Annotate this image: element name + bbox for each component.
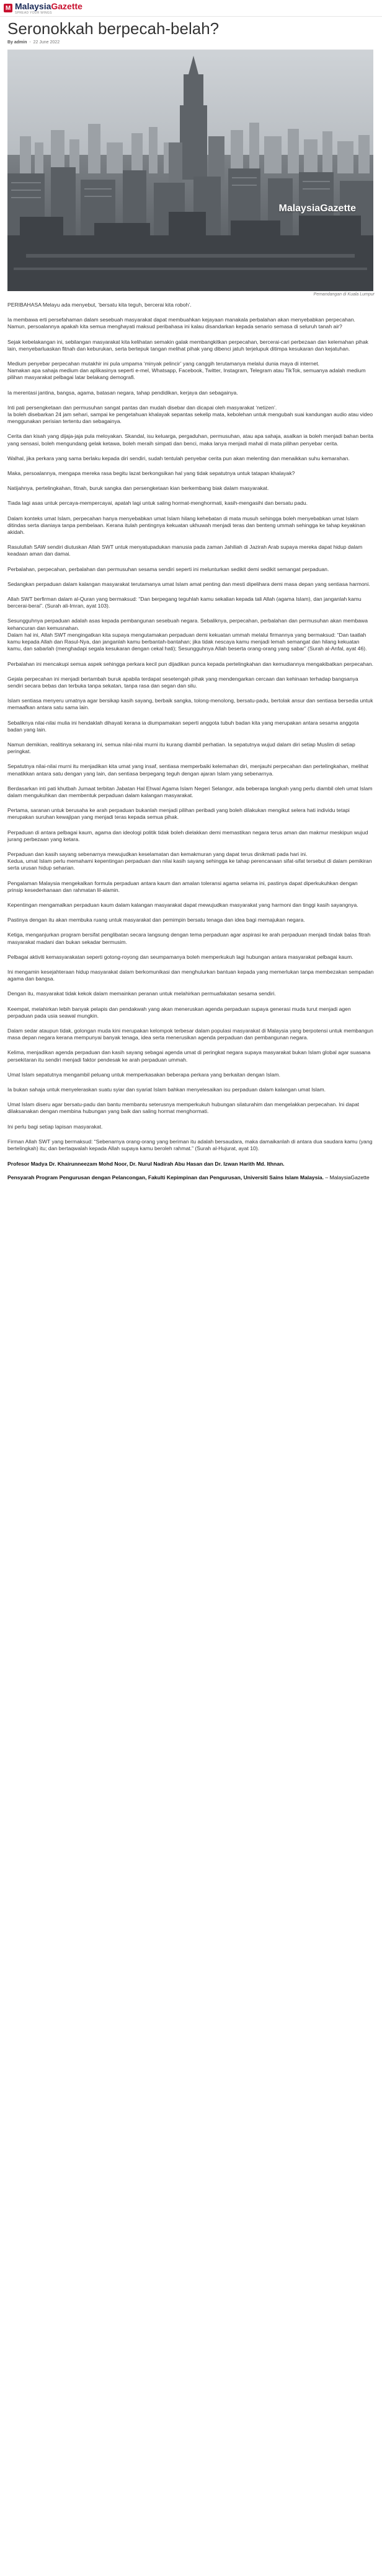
article-paragraph: Firman Allah SWT yang bermaksud: “Sebenarnya orang-orang yang beriman itu adalah bersaudara, maka damaikanlah di antara dua saudara kamu (yang bertelingkah) itu; dan bertaqwalah kepada Allah supaya kamu beroleh rahmat.” (Surah al-Hujurat, ayat 10).	[7, 1138, 373, 1152]
article-paragraph: Ini mengamin kesejahteraan hidup masyarakat dalam berkomunikasi dan menghulurkan bantuan kepada yang memerlukan tanpa membezakan sempadan agama dan bangsa.	[7, 968, 374, 982]
article-title: Seronokkah berpecah-belah?	[7, 19, 220, 38]
image-caption: Pemandangan di Kuala Lumpur	[313, 292, 375, 297]
article-paragraph: Perpaduan dan kasih sayang sebenarnya mewujudkan keselamatan dan kemakmuran yang dapat terus dinikmati pada hari ini. Kedua, umat Islam perlu memahami kepentingan perpaduan dan nilai kasih sayang sehingga ke tahap perencanaan sifat-sifat tersebut di dalam pemikiran serta urusan hidup seharian.	[7, 850, 372, 871]
article-paragraph: Ketiga, menganjurkan program bersifat penglibatan secara langsung dengan tema perpaduan agar aspirasi ke arah perpaduan menjadi tindak balas fitrah masyarakat madani dan bukan sekadar bermusim.	[7, 932, 371, 945]
article-paragraph: Sejak kebelakangan ini, sebilangan masyarakat kita kelihatan semakin galak membangkitkan perpecahan, bercerai-cari perbezaan dan kelemahan pihak lain, menyebarluaskan fitnah dan keburukan, serta bertepuk tangan melihat pihak yang dibenci jatuh terjelupuk ditimpa kesukaran dan kejatuhan.	[7, 338, 368, 352]
article-paragraph: Dengan itu, masyarakat tidak kekok dalam memainkan peranan untuk melahirkan permuafakatan sesama sendiri.	[7, 990, 276, 997]
article-paragraph: PERIBAHASA Melayu ada menyebut, ‘bersatu kita teguh, bercerai kita roboh’.	[7, 302, 192, 308]
article-paragraph: Pertama, saranan untuk berusaha ke arah perpaduan bukanlah menjadi pilihan peribadi yang boleh dilakukan mengikut selera hati individu tetapi merupakan suruhan kewajipan yang menjadi teras kepada semua pihak.	[7, 807, 350, 821]
article-paragraph: Tiada lagi asas untuk percaya-mempercayai, apatah lagi untuk saling hormat-menghormati, kasih-mengasihi dan bersatu padu.	[7, 500, 308, 507]
city-skyline-image	[7, 50, 373, 291]
article-paragraph: Kepentingan mengamalkan perpaduan kaum dalam kalangan masyarakat dapat mewujudkan masyarakat yang harmoni dan tinggi kasih sayangnya.	[7, 901, 358, 908]
article-paragraph: Perbalahan, perpecahan, perbalahan dan permusuhan sesama sendiri seperti ini melunturkan sedikit demi sedikit semangat perpaduan.	[7, 565, 329, 572]
article-paragraph: Perpaduan di antara pelbagai kaum, agama dan ideologi politik tidak boleh dielakkan demi memastikan negara terus aman dan makmur meskipun wujud jurang perbezaan yang ketara.	[7, 829, 368, 842]
hero-watermark: MalaysiaGazette	[278, 203, 356, 214]
article-paragraph: Kelima, menjadikan agenda perpaduan dan kasih sayang sebagai agenda umat di peringkat negara supaya masyarakat bukan Islam global agar suasana persekitaran itu sendiri menjadi faktor pendesak ke arah perpaduan ummah.	[7, 1049, 371, 1063]
article-body	[7, 302, 375, 1152]
article-authors	[7, 1160, 375, 1181]
article-paragraph: Pengalaman Malaysia mengekalkan formula perpaduan antara kaum dan amalan toleransi agama selama ini, pastinya dapat diperkukuhkan dengan prinsip kesederhanaan dan rahmatan lil-alamin.	[7, 880, 358, 893]
article-paragraph: Pastinya dengan itu akan membuka ruang untuk masyarakat dan pemimpin bersatu tenaga dan idea bagi memajukan negara.	[7, 917, 305, 923]
article-paragraph: Dalam konteks umat Islam, perpecahan hanya menyebabkan umat Islam hilang kehebatan di mata musuh sehingga boleh menyebabkan umat Islam ditindas serta dianiaya tanpa pembelaan. Kerana itulah pentingnya kekuatan ukhuwah menjadi teras dan benteng ummah sehingga ke tahap keyakinan akidah.	[7, 515, 366, 536]
article-paragraph: Rasulullah SAW sendiri diutuskan Allah SWT untuk menyatupadukan manusia pada zaman Jahiliah di Jazirah Arab supaya mereka dapat hidup dalam keadaan aman dan damai.	[7, 544, 363, 557]
hero-image	[7, 50, 373, 291]
article-paragraph: Dalam sedar ataupun tidak, golongan muda kini merupakan kelompok terbesar dalam populasi masyarakat di Malaysia yang berpotensi untuk membangun masa depan negara kerana mempunyai banyak tenaga, idea serta menerusikan agenda perpaduan dan pembangunan negara.	[7, 1028, 373, 1041]
article-paragraph: Ia bukan sahaja untuk menyeleraskan suatu syiar dan syariat Islam bahkan menyelesaikan isu perpaduan dalam kalangan umat Islam.	[7, 1086, 326, 1093]
article-paragraph: Maka, persoalannya, mengapa mereka rasa begitu lazat berkongsikan hal yang tidak sepatutnya untuk tatapan khalayak?	[7, 470, 295, 477]
site-logo[interactable]	[4, 2, 82, 15]
meta-separator: -	[28, 40, 32, 45]
article-paragraph: Walhal, jika perkara yang sama berlaku kepada diri sendiri, sudah tentulah penyebar cerita pun akan melenting dan menaikkan suhu kemarahan.	[7, 455, 350, 461]
authors-affiliation: Pensyarah Program Pengurusan dengan Pelancongan, Fakulti Kepimpinan dan Pengurusan, Universiti Sains Islam Malaysia. – MalaysiaGazette	[7, 1174, 370, 1181]
logo-tagline: SPREAD YOUR WINGS	[15, 11, 52, 15]
logo-wordmark: MalaysiaGazette	[15, 1, 82, 11]
article-meta	[7, 40, 375, 45]
article-paragraph: Gejala perpecahan ini menjadi bertambah buruk apabila terdapat sesetengah pihak yang mendengarkan cercaan dan kehinaan terhadap bangsanya sendiri secara bebas dan terbuka tanpa sekatan, tanpa rasa dan segan dan silu.	[7, 675, 358, 689]
article-paragraph: Namun demikian, realitinya sekarang ini, semua nilai-nilai murni itu kurang diambil perhatian. Ia sepatutnya wujud dalam diri setiap Muslim di setiap peringkat.	[7, 741, 355, 755]
article-paragraph: Islam sentiasa menyeru umatnya agar bersikap kasih sayang, berbaik sangka, tolong-menolong, bersatu-padu, bertolak ansur dan sentiasa bersedia untuk memaafkan antara satu sama lain.	[7, 697, 373, 711]
article-author[interactable]: By admin	[7, 40, 27, 45]
article-paragraph: Sebaliknya nilai-nilai mulia ini hendaklah dihayati kerana ia diumpamakan seperti anggota tubuh badan kita yang merupakan antara sesama anggota badan yang lain.	[7, 719, 359, 733]
site-header	[0, 0, 382, 17]
authors-names: Profesor Madya Dr. Khairunneezam Mohd Noor, Dr. Nurul Nadirah Abu Hasan dan Dr. Izwan Harith Md. Ithnan.	[7, 1161, 285, 1168]
article-paragraph: Sepatutnya nilai-nilai murni itu menjadikan kita umat yang insaf, sentiasa memperbaiki kelemahan diri, menjauhi perpecahan dan pertelingkahan, melihat menatikkan antara satu dengan yang lain, dan sentiasa berpegang teguh dengan ajaran Islam yang sebenarnya.	[7, 763, 368, 777]
article-paragraph: Umat Islam diseru agar bersatu-padu dan bantu membantu seterusnya memperkukuh hubungan silaturahim dan mengelakkan perpecahan. Ini dapat dilaksanakan dengan membina hubungan yang baik dan saling hormat menghormati.	[7, 1101, 360, 1115]
article-paragraph: Natijahnya, pertelingkahan, fitnah, buruk sangka dan persengketaan kian berkembang biak dalam masyarakat.	[7, 485, 269, 492]
article-paragraph: Perbalahan ini mencakupi semua aspek sehingga perkara kecil pun dijadikan punca kepada pertelingkahan dan kemudiannya mengakibatkan perpecahan.	[7, 660, 374, 667]
article-paragraph: Medium penyebar perpecahan mutakhir ini pula umpama ‘minyak pelincir’ yang canggih terutamanya melalui dunia maya di internet. Namakan apa sahaja medium dan aplikasinya seperti e-mel, Whatsapp, Facebook, Twitter, Instagram, Telegram atau TikTok, semuanya adalah medium pilihan masyarakat pelbagai latar belakang demografi.	[7, 360, 366, 381]
article-paragraph: Pelbagai aktiviti kemasyarakatan seperti gotong-royong dan seumpamanya boleh memperkukuh lagi hubungan antara masyarakat pelbagai kaum.	[7, 953, 353, 960]
article-paragraph: Sedangkan perpaduan dalam kalangan masyarakat terutamanya umat Islam amat penting dan mesti dipelihara demi masa depan yang sentiasa harmoni.	[7, 580, 370, 587]
article-paragraph: Keempat, melahirkan lebih banyak pelapis dan pendakwah yang akan meneruskan agenda perpaduan supaya generasi muda turut menjadi agen perpaduan pada usia seawal mungkin.	[7, 1005, 351, 1019]
article-paragraph: Berdasarkan inti pati khutbah Jumaat terbitan Jabatan Hal Ehwal Agama Islam Negeri Selangor, ada beberapa langkah yang perlu diambil oleh umat Islam dalam mengukuhkan dan membentuk perpaduan dalam kalangan masyarakat.	[7, 785, 373, 798]
article-paragraph: Ia merentasi jantina, bangsa, agama, batasan negara, tahap pendidikan, kerjaya dan sebagainya.	[7, 389, 238, 396]
article-paragraph: Umat Islam sepatutnya mengambil peluang untuk memperkasakan beberapa perkara yang berkaitan dengan Islam.	[7, 1071, 280, 1078]
article-paragraph: Inti pati persengketaan dan permusuhan sangat pantas dan mudah disebar dan dicapai oleh masyarakat ‘netizen’. Ia boleh disebarkan 24 jam sehari, sampai ke pengetahuan khalayak sepantas sekelip mata, kebolehan untuk mengubah suai kandungan audio atau video menggunakan perisian tertentu dan sebagainya.	[7, 404, 373, 425]
article-paragraph: Ia membawa erti persefahaman dalam sesebuah masyarakat dapat membuahkan kejayaan manakala perbalahan akan menyebabkan perpecahan. Namun, persoalannya apakah kita semua menghayati maksud peribahasa ini kalau disandarkan kepada senario semasa di seluruh tanah air?	[7, 317, 355, 330]
article-paragraph: Cerita dan kisah yang dijaja-jaja pula meloyakan. Skandal, isu keluarga, pergaduhan, permusuhan, atau apa sahaja, asalkan ia boleh menjadi bahan berita yang sensasi, boleh mengundang gelak ketawa, boleh meraih simpati dan benci, maka lanya menjadi mahal di mata pilihan penyebar cerita.	[7, 433, 374, 447]
article-date: 22 June 2022	[33, 40, 60, 45]
logo-icon: M	[4, 4, 12, 12]
article-paragraph: Sesungguhnya perpaduan adalah asas kepada pembangunan sesebuah negara. Sebaliknya, perpecahan, perbalahan dan permusuhan akan membawa kehancuran dan kemusnahan. Dalam hal ini, Allah SWT mengingatkan kita supaya mengutamakan perpaduan demi kekuatan ummah melalui firmannya yang bermaksud: “Dan taatlah kamu kepada Allah dan Rasul-Nya, dan janganlah kamu berbantah-bantahan; jika tidak nescaya kamu menjadi lemah semangat dan hilang kekuatan kamu, dan sabarlah (menghadapi segala kesukaran dengan cekal hati); Sesungguhnya Allah beserta orang-orang yang sabar” (Surah al-Anfal, ayat 46).	[7, 618, 368, 652]
article-container	[0, 19, 382, 1181]
article-paragraph: Allah SWT berfirman dalam al-Quran yang bermaksud: “Dan berpegang teguhlah kamu sekalian kepada tali Allah (agama Islam), dan janganlah kamu bercerai-berai”. (Surah ali-Imran, ayat 103).	[7, 596, 362, 609]
article-paragraph: Ini perlu bagi setiap lapisan masyarakat.	[7, 1123, 103, 1130]
